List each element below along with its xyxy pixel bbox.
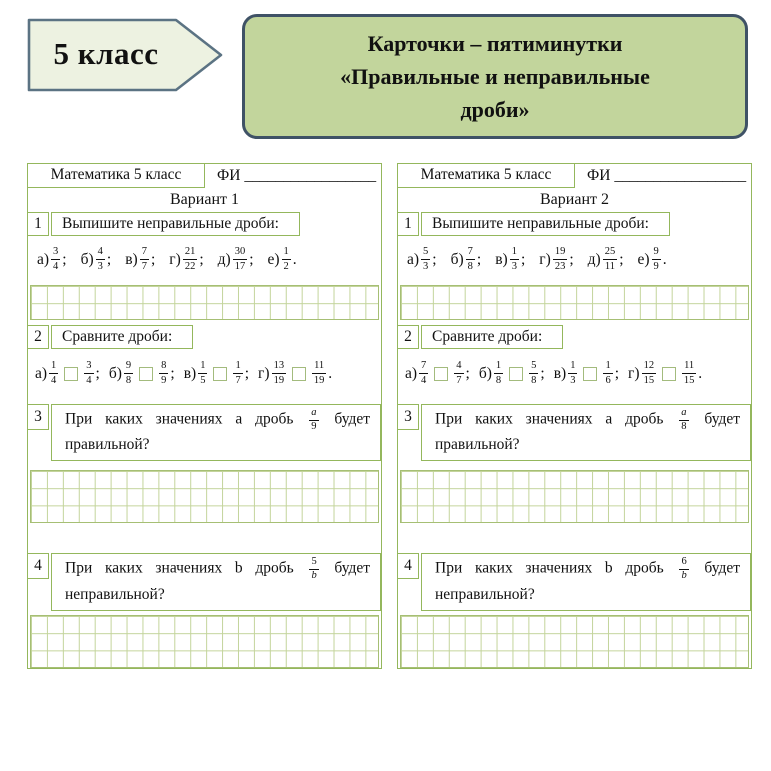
- task-4-text: При каких значениях b дробь $\frac{6}{b}$ будет неправильной?: [421, 553, 751, 610]
- fraction-item: д) $\frac{25}{11}$ ;: [587, 246, 624, 272]
- fraction-item: е) $\frac{1}{2}$ .: [267, 246, 297, 272]
- answer-square: [139, 367, 153, 381]
- task-1-title: Выпишите неправильные дроби:: [421, 212, 670, 236]
- answer-grid-task-4: [400, 615, 749, 668]
- task-1-title: Выпишите неправильные дроби:: [51, 212, 300, 236]
- task-3-text: При каких значениях a дробь $\frac{a}{8}$ будет правильной?: [421, 404, 751, 461]
- worksheet-title: [242, 14, 748, 139]
- name-field: [217, 164, 376, 188]
- answer-square: [64, 367, 78, 381]
- variant-title: Вариант 2: [540, 191, 609, 208]
- answer-square: [434, 367, 448, 381]
- task-1-header: [28, 212, 381, 236]
- name-field: [587, 164, 746, 188]
- answer-grid-task-3: [400, 470, 749, 523]
- variant-1-card: [27, 163, 382, 669]
- answer-square: [583, 367, 597, 381]
- name-field-line: _________________: [244, 167, 377, 184]
- variant-cards: [27, 163, 752, 669]
- task-1-number: 1: [398, 212, 419, 236]
- page-header: [27, 14, 748, 139]
- fraction-item: а) $\frac{3}{4}$ ;: [37, 246, 67, 272]
- fraction-item: б) $\frac{4}{3}$ ;: [80, 246, 112, 272]
- fraction-item: в) $\frac{1}{3}$ ;: [495, 246, 526, 272]
- answer-square: [292, 367, 306, 381]
- grade-badge-label: 5 класс: [53, 36, 159, 71]
- title-line-2: «Правильные и неправильные: [340, 64, 650, 89]
- comparison-item: б) $\frac{1}{8}$ $\frac{5}{8}$ ;: [478, 360, 545, 386]
- task-4-number: 4: [28, 553, 49, 579]
- name-field-label: ФИ: [217, 167, 241, 184]
- name-field-label: ФИ: [587, 167, 611, 184]
- task-3-box: [28, 404, 381, 461]
- answer-grid-task-1: [30, 285, 379, 320]
- task-2-title: Сравните дроби:: [51, 325, 193, 349]
- comparison-item: а) $\frac{7}{4}$ $\frac{4}{7}$ ;: [405, 360, 470, 386]
- task-3-box: [398, 404, 751, 461]
- fraction-item: г) $\frac{19}{23}$ ;: [539, 246, 574, 272]
- task-4-box: [28, 553, 381, 610]
- task-1-number: 1: [28, 212, 49, 236]
- task-2-header: [28, 325, 381, 349]
- task-1-fractions: [28, 236, 381, 283]
- comparison-item: в) $\frac{1}{5}$ $\frac{1}{7}$ ;: [183, 360, 250, 386]
- answer-square: [662, 367, 676, 381]
- task-4-box: [398, 553, 751, 610]
- task-2-number: 2: [28, 325, 49, 349]
- grade-badge: [27, 17, 225, 93]
- task-3-text: При каких значениях a дробь $\frac{a}{9}$ будет правильной?: [51, 404, 381, 461]
- task-1-fractions: [398, 236, 751, 283]
- fraction-item: д) $\frac{30}{17}$ ;: [217, 246, 254, 272]
- task-3-number: 3: [398, 404, 419, 430]
- comparison-item: а) $\frac{1}{4}$ $\frac{3}{4}$ ;: [35, 360, 100, 386]
- task-1-header: [398, 212, 751, 236]
- answer-grid-task-1: [400, 285, 749, 320]
- fraction-item: г) $\frac{21}{22}$ ;: [169, 246, 204, 272]
- comparison-item: в) $\frac{1}{3}$ $\frac{1}{6}$ ;: [553, 360, 620, 386]
- variant-2-card: [397, 163, 752, 669]
- card-head: [398, 164, 751, 188]
- fraction-item: е) $\frac{9}{9}$ .: [637, 246, 667, 272]
- fraction-item: а) $\frac{5}{3}$ ;: [407, 246, 437, 272]
- subject-label: Математика 5 класс: [398, 164, 575, 188]
- variant-title: Вариант 1: [170, 191, 239, 208]
- task-2-number: 2: [398, 325, 419, 349]
- subject-label: Математика 5 класс: [28, 164, 205, 188]
- task-2-comparisons: [398, 349, 751, 398]
- title-line-1: Карточки – пятиминутки: [367, 31, 623, 56]
- fraction-item: в) $\frac{7}{7}$ ;: [125, 246, 156, 272]
- task-2-comparisons: [28, 349, 381, 398]
- answer-grid-task-3: [30, 470, 379, 523]
- task-3-number: 3: [28, 404, 49, 430]
- comparison-item: г) $\frac{13}{19}$ $\frac{11}{19}$ .: [258, 360, 333, 386]
- answer-square: [509, 367, 523, 381]
- task-2-title: Сравните дроби:: [421, 325, 563, 349]
- fraction-item: б) $\frac{7}{8}$ ;: [450, 246, 482, 272]
- answer-square: [213, 367, 227, 381]
- comparison-item: б) $\frac{9}{8}$ $\frac{8}{9}$ ;: [108, 360, 175, 386]
- task-4-text: При каких значениях b дробь $\frac{5}{b}$ будет неправильной?: [51, 553, 381, 610]
- title-line-3: дроби»: [460, 97, 530, 122]
- task-2-header: [398, 325, 751, 349]
- answer-grid-task-4: [30, 615, 379, 668]
- comparison-item: г) $\frac{12}{15}$ $\frac{11}{15}$ .: [628, 360, 703, 386]
- name-field-line: _________________: [614, 167, 747, 184]
- task-4-number: 4: [398, 553, 419, 579]
- card-head: [28, 164, 381, 188]
